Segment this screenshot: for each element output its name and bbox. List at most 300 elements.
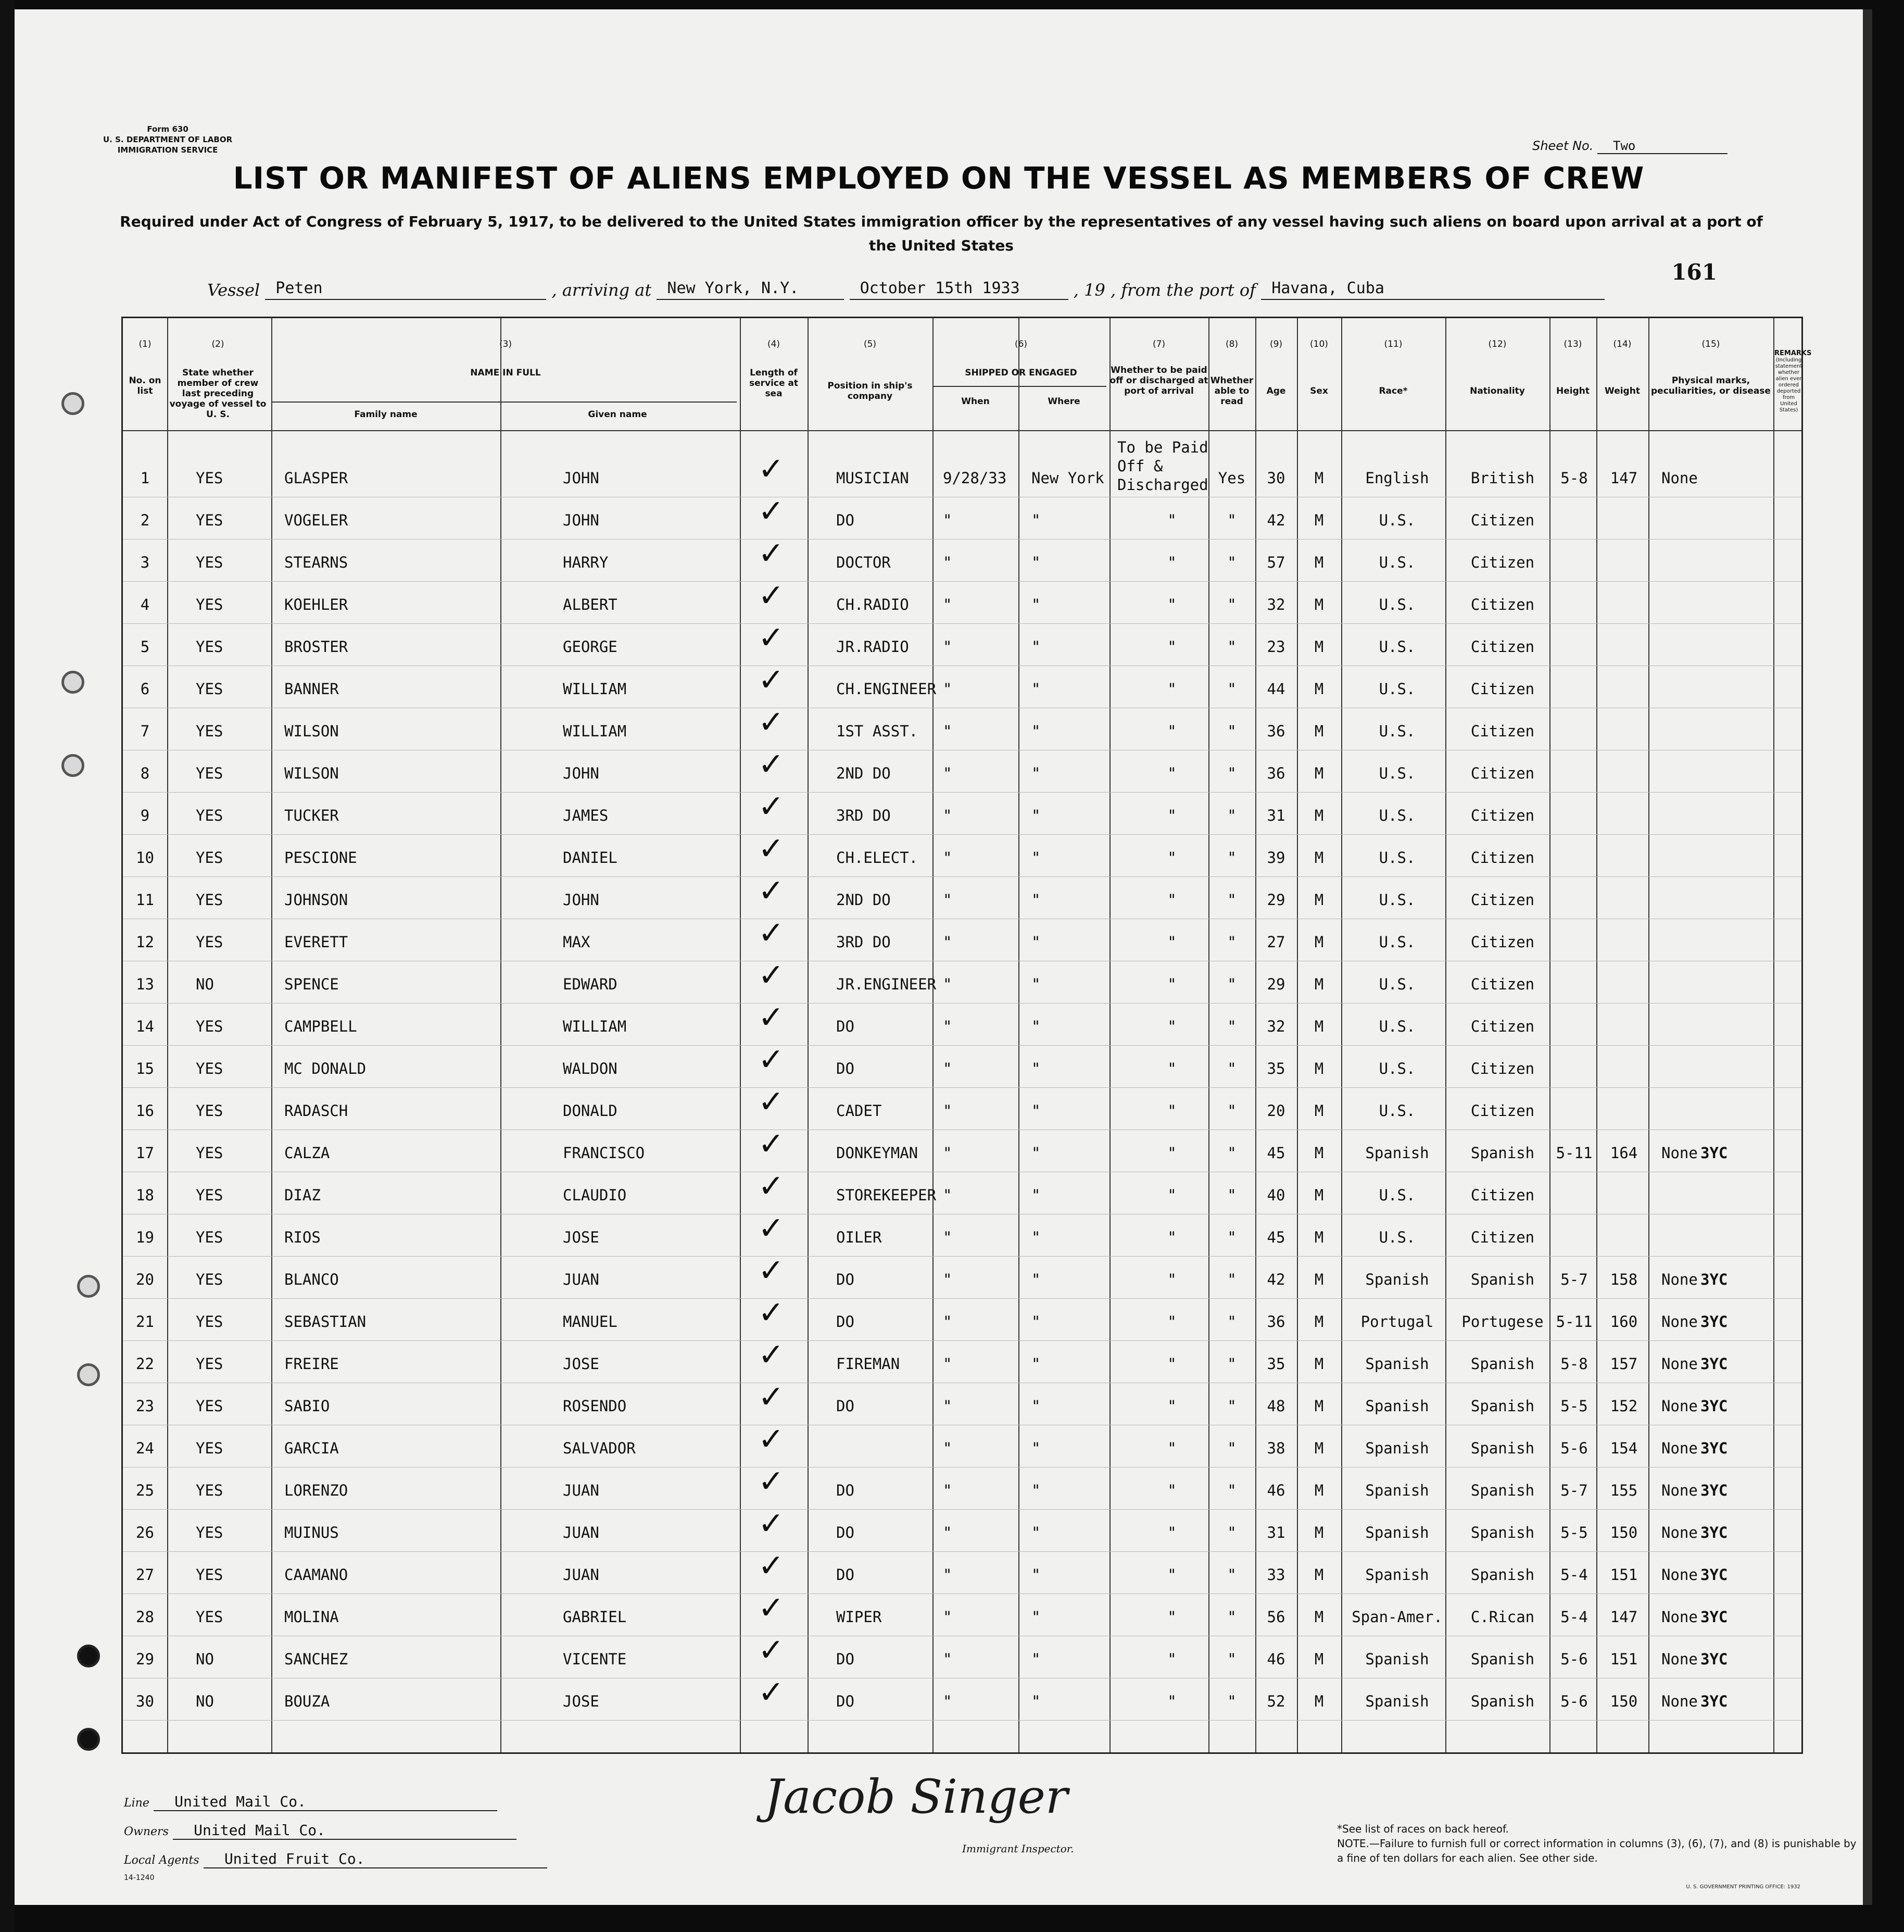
cell-position: DOCTOR (836, 554, 891, 571)
cell-position: CH.ENGINEER (836, 680, 937, 698)
cell-family: GLASPER (284, 469, 348, 487)
cell-read: " (1227, 1144, 1237, 1162)
cell-sex: M (1314, 1692, 1324, 1710)
cell-given: CLAUDIO (563, 1186, 627, 1204)
cell-age: 46 (1267, 1650, 1285, 1668)
cell-when: " (943, 1650, 952, 1668)
cell-age: 36 (1267, 722, 1285, 740)
cell-given: FRANCISCO (563, 1144, 645, 1162)
cell-read: " (1227, 1482, 1237, 1499)
header-subrule (271, 402, 737, 403)
cell-family: FREIRE (284, 1355, 339, 1373)
cell-position: 1ST ASST. (836, 722, 918, 740)
cell-no: 20 (136, 1271, 154, 1288)
header-family-name: Family name (354, 409, 418, 420)
cell-read: " (1227, 1566, 1237, 1584)
cell-position: FIREMAN (836, 1355, 900, 1373)
cell-paid: " (1167, 1144, 1177, 1162)
cell-nationality: Citizen (1470, 975, 1535, 993)
cell-read: " (1227, 596, 1237, 613)
cell-position: JR.ENGINEER (836, 975, 937, 993)
cell-given: JUAN (563, 1271, 599, 1288)
cell-nationality: Spanish (1470, 1650, 1535, 1668)
cell-position: 2ND DO (836, 764, 891, 782)
header-remarks-title: REMARKS (1774, 349, 1812, 357)
cell-when: " (943, 1018, 952, 1035)
cell-when: " (943, 1144, 952, 1162)
cell-when: " (943, 975, 952, 993)
cell-no: 17 (136, 1144, 154, 1162)
cell-race: U.S. (1379, 680, 1416, 698)
cell-no: 8 (140, 764, 150, 782)
cell-when: " (943, 554, 952, 571)
cell-given: GABRIEL (563, 1608, 627, 1626)
cell-nationality: C.Rican (1470, 1608, 1535, 1626)
row-rule (123, 1256, 1801, 1257)
cell-race: English (1365, 469, 1429, 487)
cell-family: CALZA (284, 1144, 330, 1162)
cell-paid: " (1167, 554, 1177, 571)
cell-age: 35 (1267, 1355, 1285, 1373)
col-number: (4) (767, 339, 780, 349)
cell-position: DO (836, 1692, 854, 1710)
cell-given: DONALD (563, 1102, 617, 1120)
cell-prev: YES (196, 1018, 223, 1035)
cell-position: WIPER (836, 1608, 882, 1626)
cell-when: " (943, 1397, 952, 1415)
row-rule (123, 1045, 1801, 1046)
row-rule (123, 876, 1801, 877)
cell-no: 30 (136, 1692, 154, 1710)
cell-no: 28 (136, 1608, 154, 1626)
cell-sex: M (1314, 1313, 1324, 1331)
cell-paid: " (1167, 1650, 1177, 1668)
cell-marks: None (1661, 1144, 1698, 1162)
cell-sex: M (1314, 849, 1324, 867)
cell-paid: " (1167, 1186, 1177, 1204)
cell-remarks: 3YC (1700, 1692, 1728, 1710)
col-number: (8) (1225, 339, 1239, 349)
cell-paid: " (1167, 511, 1177, 529)
cell-when: " (943, 1482, 952, 1499)
cell-sex: M (1314, 596, 1324, 613)
cell-age: 57 (1267, 554, 1285, 571)
service-checkmark: ✓ (758, 1463, 785, 1500)
cell-family: LORENZO (284, 1482, 348, 1499)
cell-no: 22 (136, 1355, 154, 1373)
cell-remarks: 3YC (1700, 1144, 1728, 1162)
from-port: Havana, Cuba (1261, 279, 1605, 300)
cell-family: SEBASTIAN (284, 1313, 367, 1331)
cell-family: WILSON (284, 722, 339, 740)
cell-weight: 157 (1610, 1355, 1638, 1373)
cell-where: " (1031, 680, 1041, 698)
cell-where: " (1031, 807, 1041, 824)
cell-age: 42 (1267, 511, 1285, 529)
service-checkmark: ✓ (758, 662, 785, 698)
cell-age: 20 (1267, 1102, 1285, 1120)
cell-race: Spanish (1365, 1524, 1429, 1541)
cell-position: DO (836, 1018, 854, 1035)
cell-height: 5-6 (1560, 1650, 1588, 1668)
service-checkmark: ✓ (758, 1084, 785, 1120)
cell-given: JOSE (563, 1228, 599, 1246)
cell-prev: YES (196, 1228, 223, 1246)
col-number: (13) (1563, 339, 1582, 349)
cell-age: 31 (1267, 1524, 1285, 1541)
cell-given: DANIEL (563, 849, 617, 867)
row-rule (123, 1720, 1801, 1721)
service-checkmark: ✓ (758, 1042, 785, 1078)
cell-remarks: 3YC (1700, 1608, 1728, 1626)
cell-no: 12 (136, 933, 154, 951)
cell-nationality: Citizen (1470, 1228, 1535, 1246)
cell-paid: " (1167, 1397, 1177, 1415)
cell-age: 29 (1267, 891, 1285, 909)
cell-paid: " (1167, 1524, 1177, 1541)
cell-remarks: 3YC (1700, 1313, 1728, 1331)
header-race: Race* (1379, 386, 1408, 396)
cell-when: " (943, 1186, 952, 1204)
scan-edge (0, 0, 15, 1932)
cell-no: 24 (136, 1439, 154, 1457)
cell-marks: None (1661, 1313, 1698, 1331)
cell-read: " (1227, 1186, 1237, 1204)
cell-given: WALDON (563, 1060, 617, 1077)
cell-given: MANUEL (563, 1313, 617, 1331)
cell-read: " (1227, 1692, 1237, 1710)
cell-position: 3RD DO (836, 933, 891, 951)
cell-given: ROSENDO (563, 1397, 627, 1415)
cell-position: DO (836, 1060, 854, 1077)
row-rule (123, 539, 1801, 540)
row-rule (123, 792, 1801, 793)
header-remarks-sub: (Including statement whether alien ever ordered deported from United States) (1775, 357, 1802, 413)
cell-age: 40 (1267, 1186, 1285, 1204)
cell-given: JOSE (563, 1692, 599, 1710)
column-rule (1208, 318, 1209, 1752)
cell-when: " (943, 849, 952, 867)
column-rule (1445, 318, 1446, 1752)
cell-paid: " (1167, 1060, 1177, 1077)
cell-family: MUINUS (284, 1524, 339, 1541)
col-number: (7) (1152, 339, 1166, 349)
cell-prev: YES (196, 1186, 223, 1204)
cell-nationality: Citizen (1470, 680, 1535, 698)
cell-given: JUAN (563, 1482, 599, 1499)
row-rule (123, 1298, 1801, 1299)
cell-nationality: Spanish (1470, 1692, 1535, 1710)
cell-prev: YES (196, 933, 223, 951)
cell-read: " (1227, 1018, 1237, 1035)
cell-weight: 160 (1610, 1313, 1638, 1331)
cell-when: " (943, 1355, 952, 1373)
service-checkmark: ✓ (758, 704, 785, 741)
cell-no: 14 (136, 1018, 154, 1035)
cell-nationality: Spanish (1470, 1397, 1535, 1415)
cell-family: JOHNSON (284, 891, 348, 909)
cell-where: " (1031, 1186, 1041, 1204)
cell-where: " (1031, 933, 1041, 951)
cell-sex: M (1314, 1650, 1324, 1668)
cell-nationality: Spanish (1470, 1566, 1535, 1584)
row-rule (123, 1509, 1801, 1510)
cell-sex: M (1314, 554, 1324, 571)
cell-no: 7 (140, 722, 150, 740)
service-checkmark: ✓ (758, 1168, 785, 1205)
col-number: (12) (1488, 339, 1507, 349)
cell-where: " (1031, 1102, 1041, 1120)
header-nationality: Nationality (1470, 386, 1525, 396)
cell-weight: 158 (1610, 1271, 1638, 1288)
row-rule (123, 1087, 1801, 1088)
cell-position: DO (836, 1524, 854, 1541)
vessel-line (207, 279, 1665, 300)
cell-read: " (1227, 1313, 1237, 1331)
binder-hole (61, 754, 84, 777)
header-no-on-list: No. on list (129, 375, 161, 396)
cell-no: 15 (136, 1060, 154, 1077)
cell-age: 46 (1267, 1482, 1285, 1499)
cell-given: MAX (563, 933, 590, 951)
cell-race: Spanish (1365, 1355, 1429, 1373)
cell-family: SANCHEZ (284, 1650, 348, 1668)
cell-prev: YES (196, 891, 223, 909)
year-label: , 19 (1073, 280, 1105, 300)
cell-weight: 147 (1610, 469, 1638, 487)
service-checkmark: ✓ (758, 1295, 785, 1331)
cell-where: " (1031, 1018, 1041, 1035)
agents-value: United Fruit Co. (204, 1850, 547, 1868)
cell-where: " (1031, 1228, 1041, 1246)
cell-remarks: 3YC (1700, 1397, 1728, 1415)
cell-age: 32 (1267, 596, 1285, 613)
cell-marks: None (1661, 1271, 1698, 1288)
cell-sex: M (1314, 1186, 1324, 1204)
column-rule (1341, 318, 1342, 1752)
cell-no: 19 (136, 1228, 154, 1246)
cell-race: U.S. (1379, 554, 1416, 571)
cell-when: " (943, 1439, 952, 1457)
cell-family: WILSON (284, 764, 339, 782)
header-sex: Sex (1310, 386, 1328, 396)
cell-race: U.S. (1379, 638, 1416, 656)
cell-paid: " (1167, 596, 1177, 613)
cell-race: Spanish (1365, 1439, 1429, 1457)
cell-nationality: Citizen (1470, 764, 1535, 782)
cell-read: " (1227, 1102, 1237, 1120)
cell-weight: 152 (1610, 1397, 1638, 1415)
cell-read: " (1227, 680, 1237, 698)
cell-paid: To be Paid Off & Discharged (1117, 438, 1208, 494)
cell-family: BANNER (284, 680, 339, 698)
cell-prev: YES (196, 1397, 223, 1415)
cell-paid: " (1167, 1313, 1177, 1331)
cell-race: Spanish (1365, 1692, 1429, 1710)
header-rule (123, 430, 1801, 431)
header-shipped-or-engaged: SHIPPED OR ENGAGED (965, 368, 1077, 378)
cell-marks: None (1661, 1650, 1698, 1668)
cell-race: U.S. (1379, 1018, 1416, 1035)
cell-no: 23 (136, 1397, 154, 1415)
cell-when: " (943, 891, 952, 909)
cell-where: " (1031, 891, 1041, 909)
cell-nationality: Citizen (1470, 933, 1535, 951)
service-checkmark: ✓ (758, 1252, 785, 1289)
cell-where: " (1031, 1271, 1041, 1288)
cell-where: " (1031, 1355, 1041, 1373)
cell-remarks: 3YC (1700, 1271, 1728, 1288)
row-rule (123, 1551, 1801, 1552)
cell-no: 18 (136, 1186, 154, 1204)
cell-nationality: Citizen (1470, 807, 1535, 824)
col-number: (14) (1613, 339, 1632, 349)
cell-prev: YES (196, 807, 223, 824)
cell-no: 10 (136, 849, 154, 867)
cell-where: " (1031, 1566, 1041, 1584)
column-rule (1549, 318, 1550, 1752)
cell-when: " (943, 807, 952, 824)
service-checkmark: ✓ (758, 1548, 785, 1584)
column-rule (808, 318, 809, 1752)
crew-table (121, 317, 1812, 1754)
cell-nationality: Spanish (1470, 1355, 1535, 1373)
penalty-note: NOTE.—Failure to furnish full or correct information in columns (3), (6), (7), and (8) is punishable by a fine of ten dollars for each alien. See other side. (1337, 1837, 1857, 1864)
cell-race: Spanish (1365, 1144, 1429, 1162)
cell-sex: M (1314, 1018, 1324, 1035)
cell-read: Yes (1218, 469, 1246, 487)
cell-family: SPENCE (284, 975, 339, 993)
cell-weight: 154 (1610, 1439, 1638, 1457)
cell-read: " (1227, 975, 1237, 993)
cell-when: " (943, 511, 952, 529)
header-height: Height (1556, 386, 1590, 396)
cell-when: " (943, 1060, 952, 1077)
printing-office: U. S. GOVERNMENT PRINTING OFFICE: 1932 (1686, 1884, 1800, 1890)
cell-where: " (1031, 975, 1041, 993)
cell-where: " (1031, 554, 1041, 571)
service-checkmark: ✓ (758, 1379, 785, 1415)
binder-hole (77, 1728, 100, 1751)
cell-sex: M (1314, 469, 1324, 487)
cell-position: 3RD DO (836, 807, 891, 824)
cell-prev: YES (196, 1102, 223, 1120)
column-rule (167, 318, 168, 1752)
cell-nationality: Spanish (1470, 1271, 1535, 1288)
cell-paid: " (1167, 975, 1177, 993)
cell-paid: " (1167, 638, 1177, 656)
cell-when: " (943, 680, 952, 698)
cell-read: " (1227, 933, 1237, 951)
cell-race: U.S. (1379, 1186, 1416, 1204)
cell-race: U.S. (1379, 933, 1416, 951)
cell-race: Spanish (1365, 1397, 1429, 1415)
cell-where: " (1031, 1692, 1041, 1710)
cell-family: TUCKER (284, 807, 339, 824)
cell-height: 5-4 (1560, 1608, 1588, 1626)
cell-prev: YES (196, 1271, 223, 1288)
cell-when: " (943, 1608, 952, 1626)
cell-sex: M (1314, 1524, 1324, 1541)
form-number: Form 630 (147, 124, 188, 134)
cell-prev: YES (196, 554, 223, 571)
cell-nationality: British (1470, 469, 1535, 487)
cell-when: 9/28/33 (943, 469, 1007, 487)
binder-hole (61, 671, 84, 694)
cell-nationality: Citizen (1470, 638, 1535, 656)
manifest-sheet (15, 9, 1872, 1905)
cell-given: JOSE (563, 1355, 599, 1373)
footer-owners (124, 1822, 516, 1840)
cell-nationality: Citizen (1470, 722, 1535, 740)
cell-position: DO (836, 1650, 854, 1668)
footnotes (1337, 1822, 1858, 1865)
cell-race: U.S. (1379, 1228, 1416, 1246)
cell-position: CH.RADIO (836, 596, 909, 613)
cell-marks: None (1661, 1524, 1698, 1541)
cell-marks: None (1661, 1692, 1698, 1710)
cell-read: " (1227, 1650, 1237, 1668)
cell-remarks: 3YC (1700, 1524, 1728, 1541)
binder-hole (61, 392, 84, 415)
cell-sex: M (1314, 722, 1324, 740)
cell-given: GEORGE (563, 638, 617, 656)
inspector-signature: Jacob Singer (764, 1770, 1068, 1824)
col-number: (3) (499, 339, 512, 349)
cell-position: OILER (836, 1228, 882, 1246)
cell-given: ALBERT (563, 596, 617, 613)
row-rule (123, 581, 1801, 582)
agents-label: Local Agents (124, 1854, 199, 1867)
row-rule (123, 623, 1801, 624)
cell-remarks: 3YC (1700, 1439, 1728, 1457)
cell-age: 56 (1267, 1608, 1285, 1626)
header-age: Age (1266, 386, 1286, 396)
cell-where: " (1031, 1313, 1041, 1331)
cell-sex: M (1314, 1271, 1324, 1288)
cell-weight: 150 (1610, 1524, 1638, 1541)
cell-where: " (1031, 1397, 1041, 1415)
cell-height: 5-7 (1560, 1271, 1588, 1288)
cell-when: " (943, 1524, 952, 1541)
cell-height: 5-5 (1560, 1524, 1588, 1541)
cell-weight: 155 (1610, 1482, 1638, 1499)
service-checkmark: ✓ (758, 578, 785, 614)
cell-race: U.S. (1379, 511, 1416, 529)
cell-position: DO (836, 1271, 854, 1288)
cell-family: PESCIONE (284, 849, 357, 867)
service-checkmark: ✓ (758, 1632, 785, 1668)
cell-marks: None (1661, 1355, 1698, 1373)
vessel-name: Peten (265, 279, 546, 300)
cell-age: 32 (1267, 1018, 1285, 1035)
cell-weight: 151 (1610, 1650, 1638, 1668)
header-given-name: Given name (588, 409, 647, 420)
col-number: (15) (1701, 339, 1720, 349)
line-label: Line (124, 1797, 149, 1810)
cell-read: " (1227, 1608, 1237, 1626)
service-checkmark: ✓ (758, 1674, 785, 1711)
cell-nationality: Citizen (1470, 1102, 1535, 1120)
cell-family: RIOS (284, 1228, 321, 1246)
cell-remarks: 3YC (1700, 1650, 1728, 1668)
column-rule (271, 318, 272, 1752)
cell-paid: " (1167, 807, 1177, 824)
service-checkmark: ✓ (758, 1337, 785, 1373)
cell-paid: " (1167, 891, 1177, 909)
cell-prev: NO (196, 1650, 214, 1668)
cell-paid: " (1167, 1482, 1177, 1499)
